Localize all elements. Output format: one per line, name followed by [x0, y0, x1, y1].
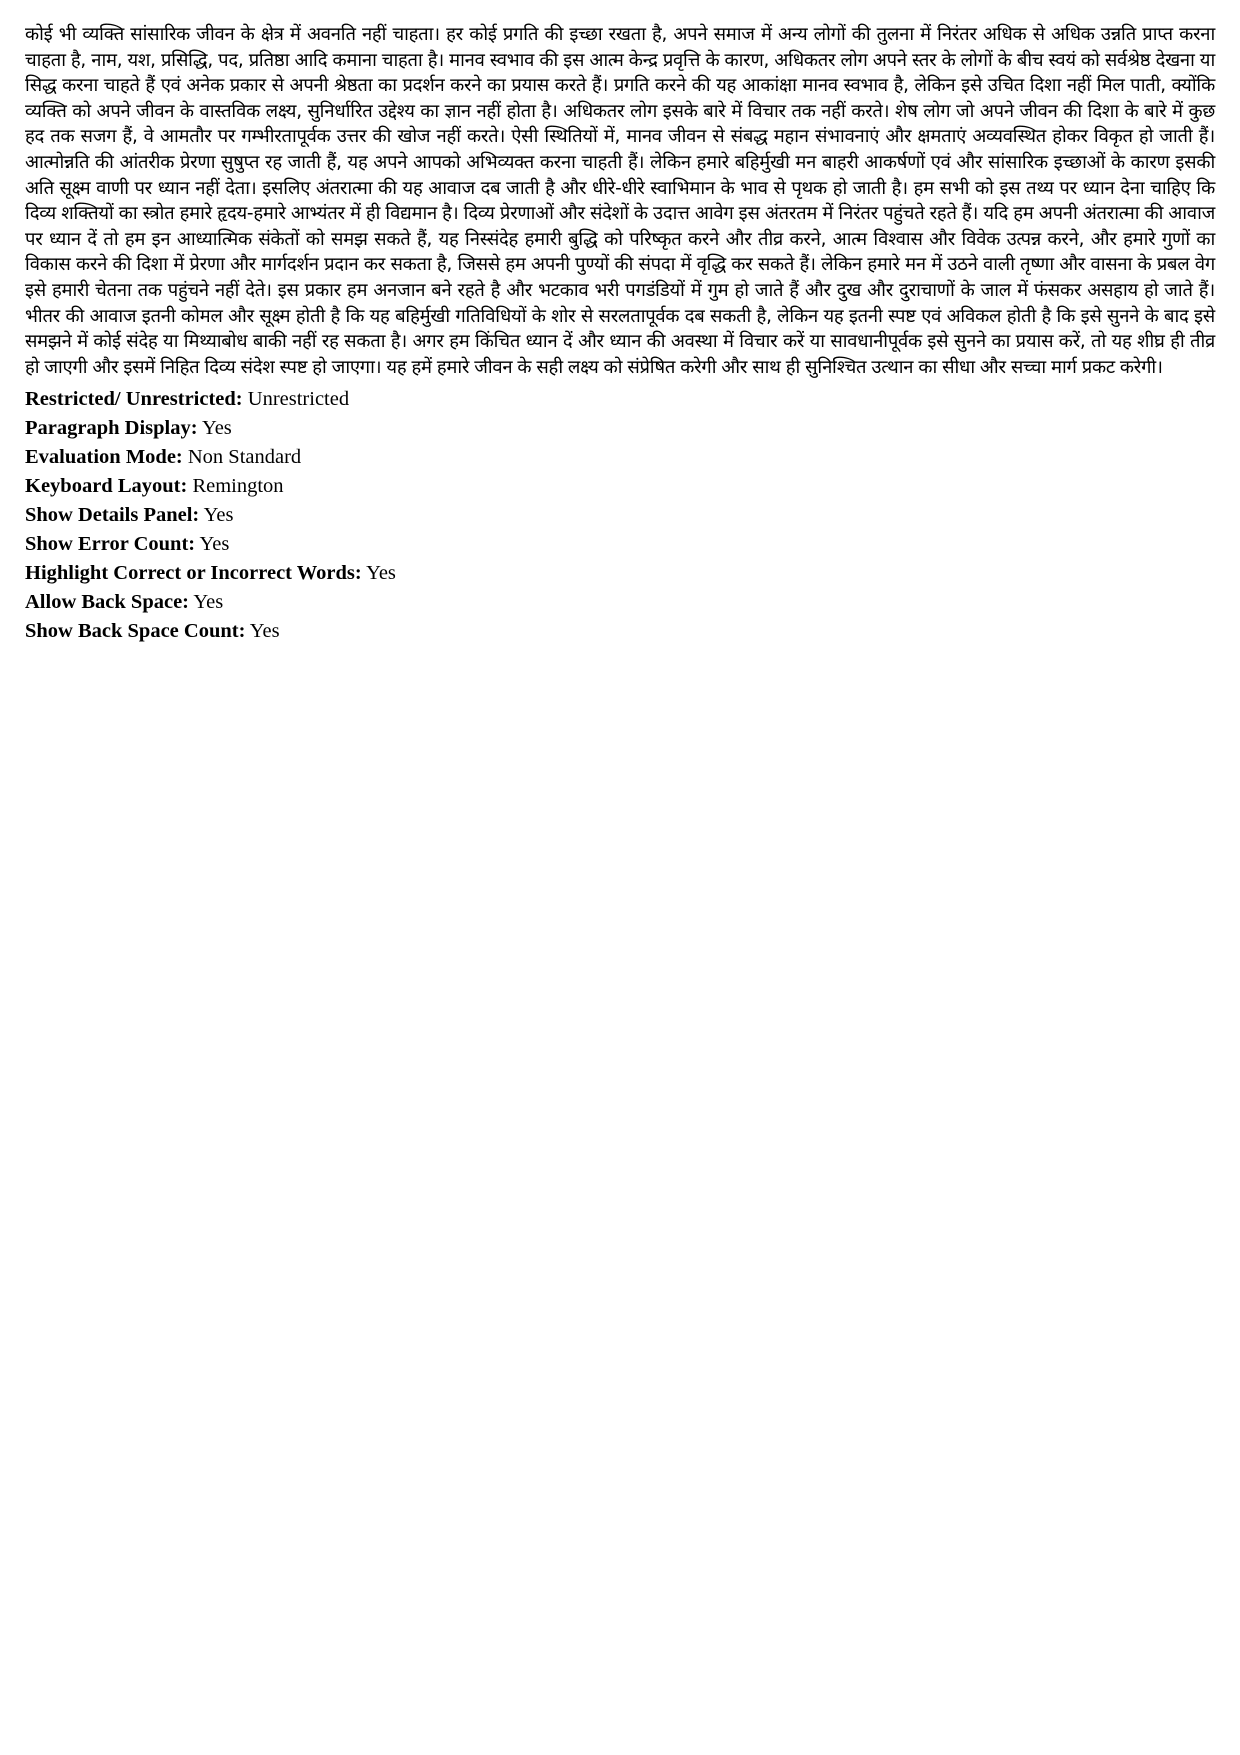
setting-details-panel	[25, 501, 1215, 530]
setting-value: Remington	[192, 475, 284, 498]
setting-back-space-count	[25, 617, 1215, 646]
setting-label: Show Error Count:	[25, 533, 196, 556]
setting-label: Keyboard Layout:	[25, 475, 188, 498]
setting-paragraph-display	[25, 414, 1215, 443]
setting-allow-back-space	[25, 588, 1215, 617]
setting-label: Paragraph Display:	[25, 417, 198, 440]
setting-value: Yes	[249, 620, 280, 643]
setting-value: Yes	[203, 504, 234, 527]
setting-label: Show Back Space Count:	[25, 620, 246, 643]
setting-keyboard-layout	[25, 472, 1215, 501]
setting-value: Yes	[199, 533, 230, 556]
setting-highlight-words	[25, 559, 1215, 588]
settings-list	[25, 385, 1215, 646]
setting-label: Evaluation Mode:	[25, 446, 183, 469]
setting-restriction	[25, 385, 1215, 414]
setting-label: Allow Back Space:	[25, 591, 189, 614]
setting-label: Restricted/ Unrestricted:	[25, 388, 243, 411]
setting-label: Show Details Panel:	[25, 504, 200, 527]
typing-passage: कोई भी व्यक्ति सांसारिक जीवन के क्षेत्र में अवनति नहीं चाहता। हर कोई प्रगति की इच्छा रखता है, अपने समाज में अन्य लोगों की तुलना में निरंतर अधिक से अधिक उन्नति प्राप्त करना चाहता है, नाम, यश, प्रसिद्धि, पद, प्रतिष्ठा आदि कमाना चाहता है। मानव स्वभाव की इस आत्म केन्द्र प्रवृत्ति के कारण, अधिकतर लोग अपने स्तर के लोगों के बीच स्वयं को सर्वश्रेष्ठ देखना या सिद्ध करना चाहते हैं एवं अनेक प्रकार से अपनी श्रेष्ठता का प्रदर्शन करने का प्रयास करते हैं। प्रगति करने की यह आकांक्षा मानव स्वभाव है, लेकिन इसे उचित दिशा नहीं मिल पाती, क्योंकि व्यक्ति को अपने जीवन के वास्तविक लक्ष्य, सुनिर्धारित उद्देश्य का ज्ञान नहीं होता है। अधिकतर लोग इसके बारे में विचार तक नहीं करते। शेष लोग जो अपने जीवन की दिशा के बारे में कुछ हद तक सजग हैं, वे आमतौर पर गम्भीरतापूर्वक उत्तर की खोज नहीं करते। ऐसी स्थितियों में, मानव जीवन से संबद्ध महान संभावनाएं और क्षमताएं अव्यवस्थित होकर विकृत हो जाती हैं। आत्मोन्नति की आंतरीक प्रेरणा सुषुप्त रह जाती हैं, यह अपने आपको अभिव्यक्त करना चाहती हैं। लेकिन हमारे बहिर्मुखी मन बाहरी आकर्षणों एवं और सांसारिक इच्छाओं के कारण इसकी अति सूक्ष्म वाणी पर ध्यान नहीं देता। इसलिए अंतरात्मा की यह आवाज दब जाती है और धीरे-धीरे स्वाभिमान के भाव से पृथक हो जाती है। हम सभी को इस तथ्य पर ध्यान देना चाहिए कि दिव्य शक्तियों का स्त्रोत हमारे हृदय-हमारे आभ्यंतर में ही विद्यमान है। दिव्य प्रेरणाओं और संदेशों के उदात्त आवेग इस अंतरतम में निरंतर पहुंचते रहते हैं। यदि हम अपनी अंतरात्मा की आवाज पर ध्यान दें तो हम इन आध्यात्मिक संकेतों को समझ सकते हैं, यह निस्संदेह हमारी बुद्धि को परिष्कृत करने और तीव्र करने, आत्म विश्वास और विवेक उत्पन्न करने, और हमारे गुणों का विकास करने की दिशा में प्रेरणा और मार्गदर्शन प्रदान कर सकता है, जिससे हम अपनी पुण्यों की संपदा में वृद्धि कर सकते हैं। लेकिन हमारे मन में उठने वाली तृष्णा और वासना के प्रबल वेग इसे हमारी चेतना तक पहुंचने नहीं देते। इस प्रकार हम अनजान बने रहते है और भटकाव भरी पगडंडियों में गुम हो जाते हैं और दुख और दुराचाणों के जाल में फंसकर असहाय हो जाते हैं। भीतर की आवाज इतनी कोमल और सूक्ष्म होती है कि यह बहिर्मुखी गतिविधियों के शोर से सरलतापूर्वक दब सकती है, लेकिन यह इतनी स्पष्ट एवं अविकल होती है कि इसे सुनने के बाद इसे समझने में कोई संदेह या मिथ्याबोध बाकी नहीं रह सकता है। अगर हम किंचित ध्यान दें और ध्यान की अवस्था में विचार करें या सावधानीपूर्वक इसे सुनने का प्रयास करें, तो यह शीघ्र ही तीव्र हो जाएगी और इसमें निहित दिव्य संदेश स्पष्ट हो जाएगा। यह हमें हमारे जीवन के सही लक्ष्य को संप्रेषित करेगी और साथ ही सुनिश्चित उत्थान का सीधा और सच्चा मार्ग प्रकट करेगी।	[25, 24, 1215, 378]
setting-evaluation-mode	[25, 443, 1215, 472]
setting-value: Non Standard	[187, 446, 302, 469]
setting-value: Unrestricted	[247, 388, 350, 411]
setting-value: Yes	[201, 417, 232, 440]
setting-value: Yes	[366, 562, 396, 585]
setting-error-count	[25, 530, 1215, 559]
setting-label: Highlight Correct or Incorrect Words:	[25, 562, 362, 585]
setting-value: Yes	[193, 591, 224, 614]
document-page	[25, 22, 1215, 646]
